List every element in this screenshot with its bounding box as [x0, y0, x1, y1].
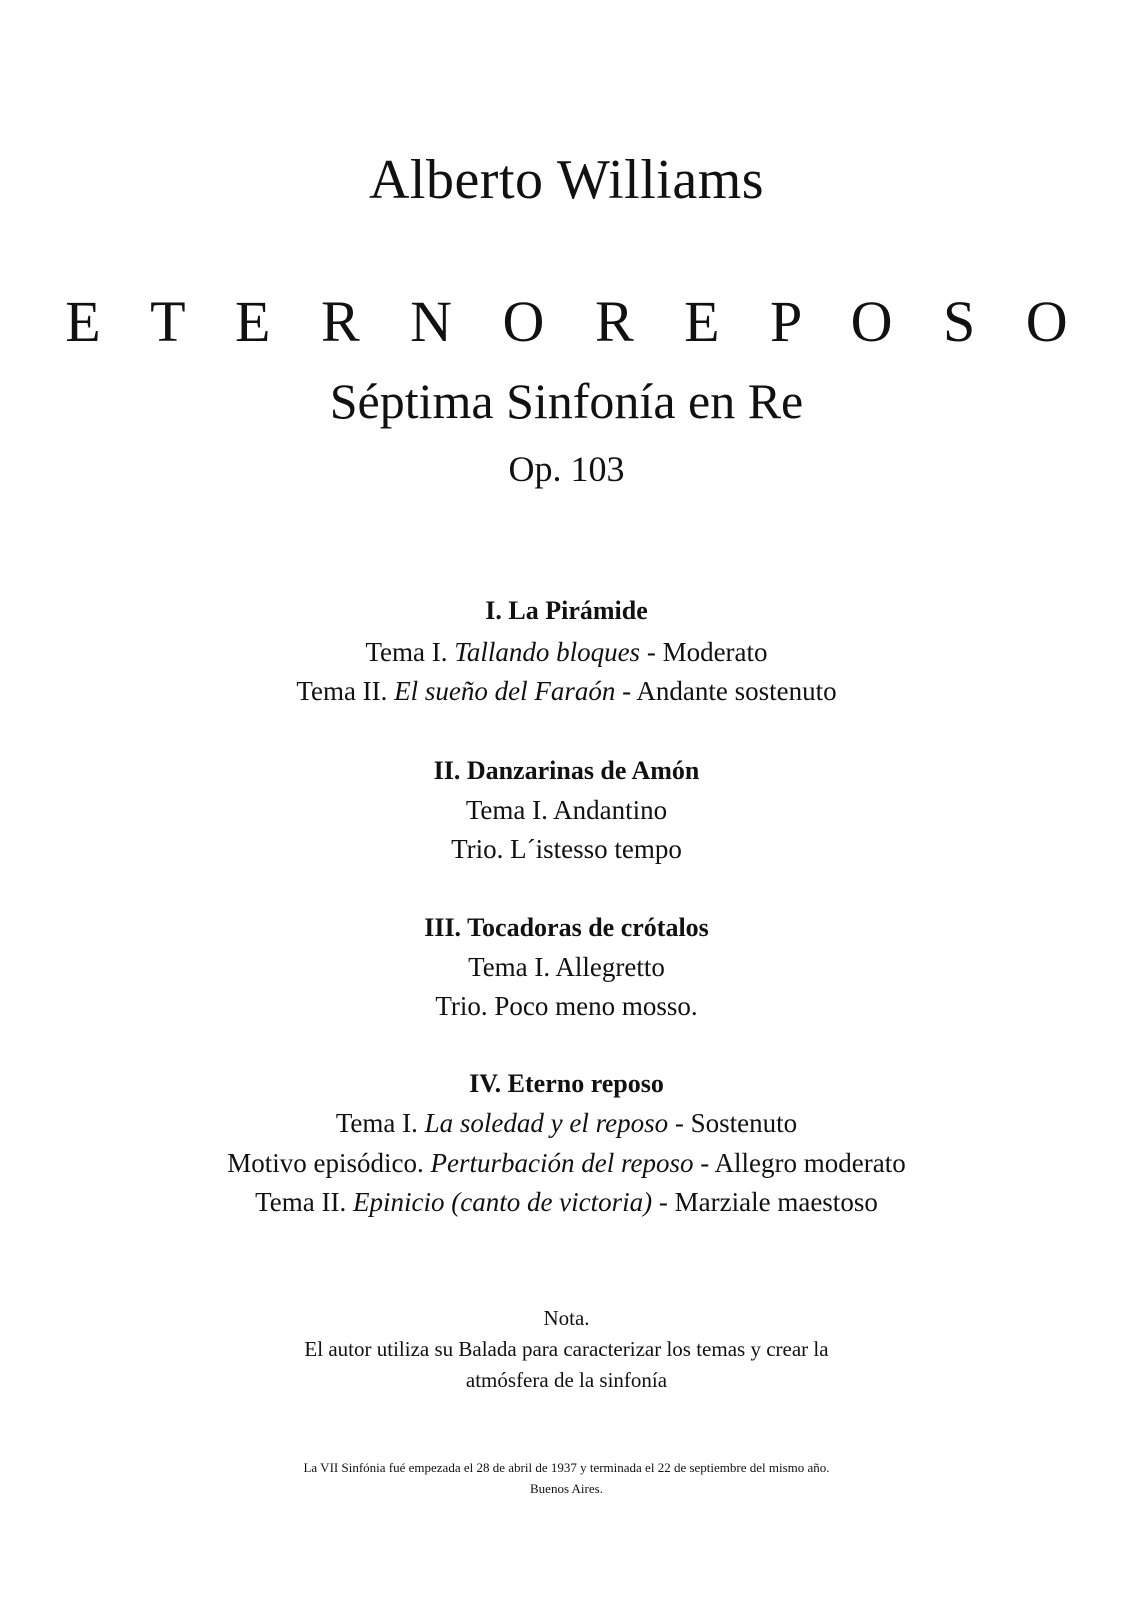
- footer-text: La VII Sinfónia fué empezada el 28 de abril de 1937 y terminada el 22 de septiembre del mismo año.: [303, 1460, 830, 1475]
- movement-line: [0, 1148, 1133, 1179]
- movement-line: [0, 952, 1133, 983]
- movement-title: IV. Eterno reposo: [469, 1069, 664, 1098]
- note-text: El autor utiliza su Balada para caracterizar los temas y crear la: [304, 1337, 829, 1361]
- movement-title: III. Tocadoras de crótalos: [424, 913, 709, 942]
- line-italic: La soledad y el reposo: [424, 1108, 669, 1138]
- work-subtitle: Séptima Sinfonía en Re: [329, 373, 804, 429]
- line-prefix: Tema I. Allegretto: [468, 952, 665, 982]
- movement-line: [0, 991, 1133, 1022]
- line-prefix: Tema I.: [365, 637, 455, 667]
- line-italic: Perturbación del reposo: [430, 1148, 694, 1178]
- line-prefix: Tema I. Andantino: [465, 795, 668, 825]
- line-prefix: Trio. Poco meno mosso.: [435, 991, 698, 1021]
- movement-line: [0, 637, 1133, 668]
- line-italic: Tallando bloques: [454, 637, 641, 667]
- movement-title: I. La Pirámide: [485, 596, 648, 625]
- line-italic: Epinicio (canto de victoria): [352, 1187, 653, 1217]
- opus-number: Op. 103: [508, 449, 625, 489]
- movement-line: [0, 1187, 1133, 1218]
- line-prefix: Tema II.: [255, 1187, 353, 1217]
- line-suffix: - Allegro moderato: [693, 1148, 906, 1178]
- movement-line: [0, 795, 1133, 826]
- movement-line: [0, 1108, 1133, 1139]
- line-prefix: Motivo episódico.: [227, 1148, 431, 1178]
- line-suffix: - Moderato: [640, 637, 768, 667]
- movement-title: II. Danzarinas de Amón: [433, 756, 700, 785]
- work-title: E T E R N O R E P O S O: [65, 289, 1086, 354]
- line-prefix: Tema II.: [296, 676, 395, 706]
- line-suffix: - Andante sostenuto: [615, 676, 837, 706]
- note-text: atmósfera de la sinfonía: [465, 1368, 668, 1392]
- line-prefix: Tema I.: [335, 1108, 425, 1138]
- movement-line: [0, 676, 1133, 707]
- line-suffix: - Sostenuto: [668, 1108, 798, 1138]
- line-suffix: - Marziale maestoso: [652, 1187, 878, 1217]
- note-heading: Nota.: [543, 1306, 590, 1330]
- footer-place: Buenos Aires.: [530, 1481, 603, 1496]
- line-italic: El sueño del Faraón: [394, 676, 616, 706]
- line-prefix: Trio. L´istesso tempo: [451, 834, 682, 864]
- composer-name: Alberto Williams: [368, 149, 765, 211]
- movement-line: [0, 834, 1133, 865]
